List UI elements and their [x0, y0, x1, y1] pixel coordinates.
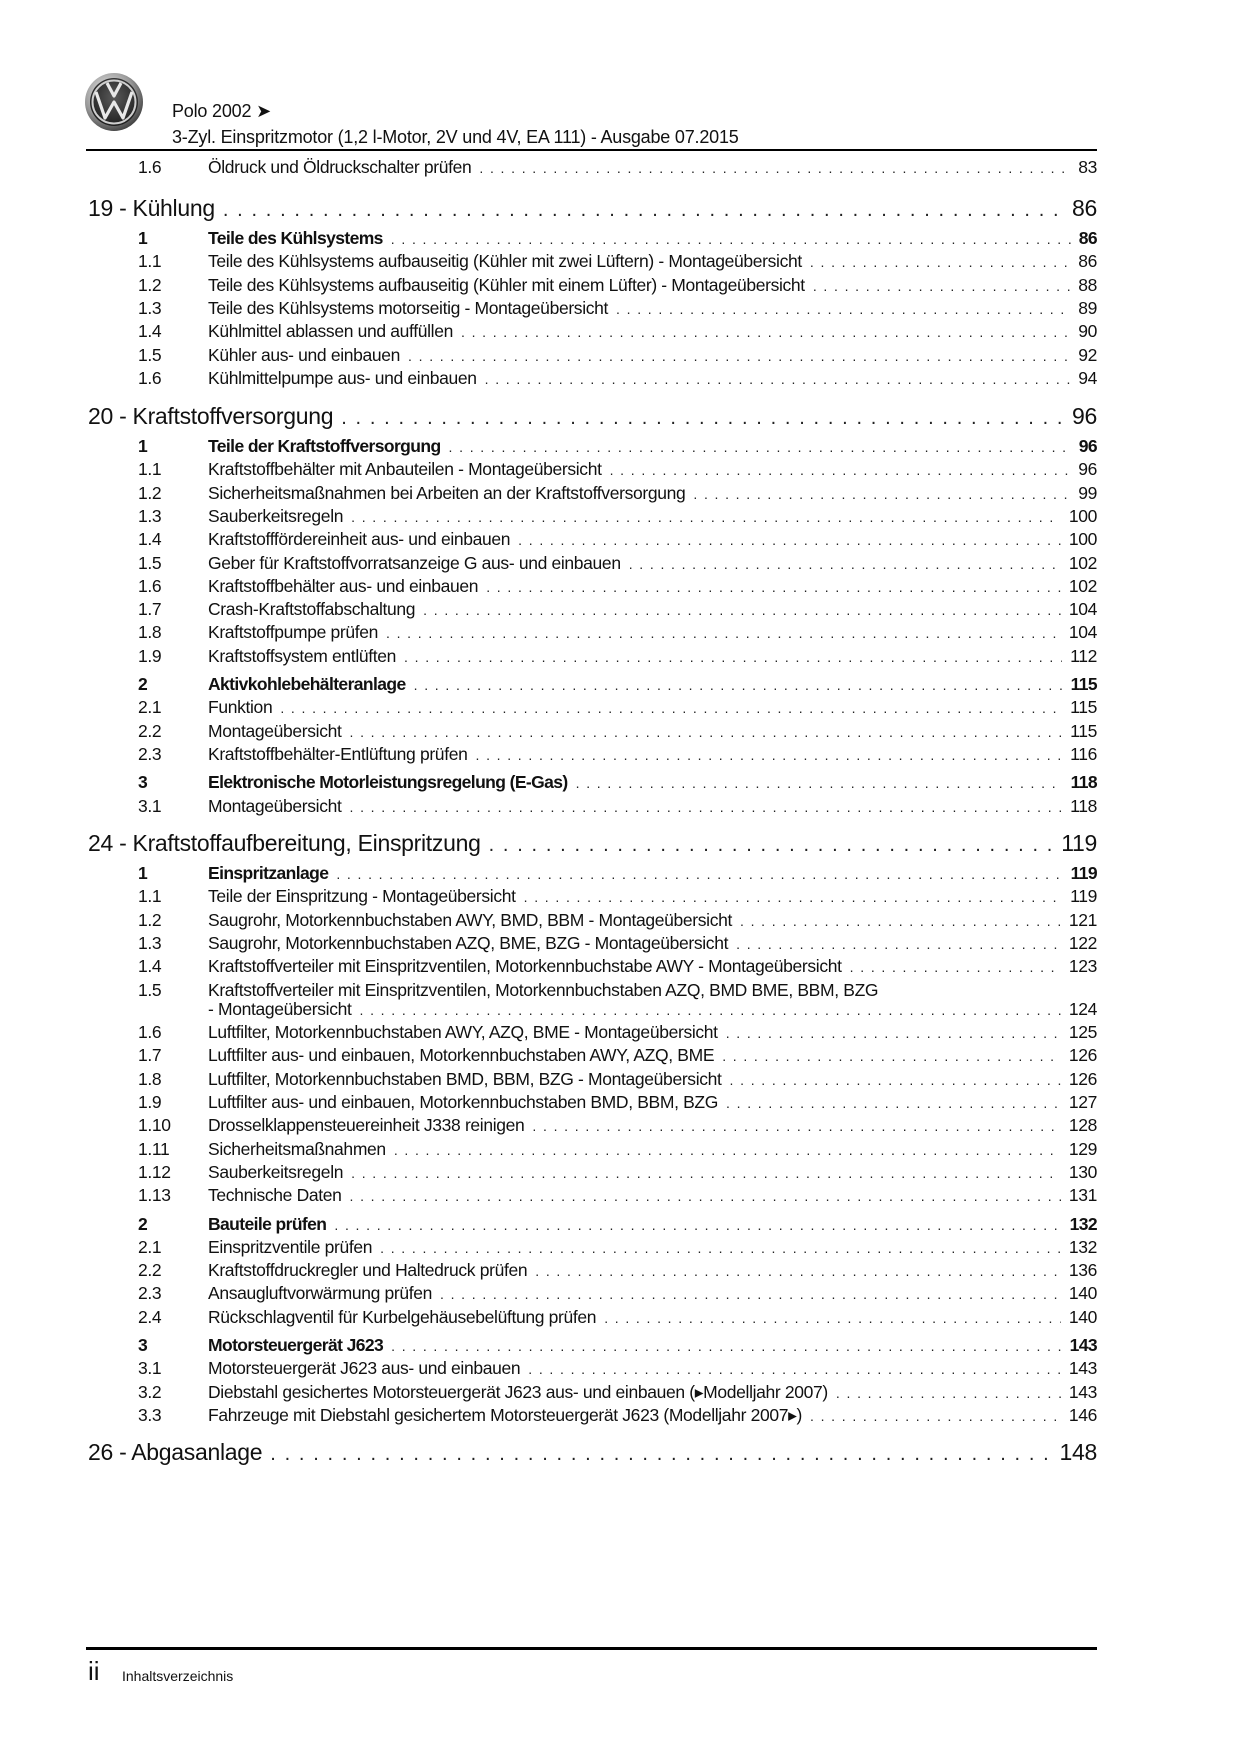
document-subtitle: 3-Zyl. Einspritzmotor (1,2 l-Motor, 2V und 4V, EA 111) - Ausgabe 07.2015	[172, 127, 739, 147]
toc-subsection[interactable]	[138, 1022, 1097, 1044]
page-ref: 92	[1078, 344, 1097, 365]
section-title: Teile des Kühlsystems aufbauseitig (Kühler mit zwei Lüftern) - Montageübersicht	[208, 251, 802, 272]
section-title: Sauberkeitsregeln	[208, 1161, 344, 1182]
page-ref: 132	[1068, 1236, 1097, 1257]
section-title: Kraftstoffbehälter mit Anbauteilen - Montageübersicht	[208, 459, 602, 480]
page-ref: 118	[1070, 772, 1097, 793]
section-number: 1.8	[138, 1068, 162, 1089]
toc-subsection[interactable]	[138, 1069, 1097, 1091]
dot-leader	[423, 602, 1061, 618]
section-title: Technische Daten	[208, 1185, 342, 1206]
section-number: 1.1	[138, 459, 162, 480]
page-ref: 100	[1068, 529, 1097, 550]
section-number: 3.1	[138, 1358, 162, 1379]
page-ref: 94	[1078, 367, 1097, 388]
page-ref: 125	[1068, 1022, 1097, 1043]
chapter-title: 26 - Abgasanlage	[88, 1439, 263, 1465]
dot-leader	[336, 866, 1062, 882]
toc-subsection[interactable]	[138, 1283, 1097, 1305]
dot-leader	[351, 1165, 1061, 1181]
page-ref: 128	[1068, 1115, 1097, 1136]
section-title: Luftfilter aus- und einbauen, Motorkennbuchstaben AWY, AZQ, BME	[208, 1045, 715, 1066]
section-number: 1.5	[138, 979, 162, 1000]
page-ref: 140	[1068, 1306, 1097, 1327]
dot-leader	[524, 889, 1063, 905]
toc-chapter[interactable]	[88, 195, 1097, 225]
dot-leader	[726, 1025, 1061, 1041]
section-number: 2	[138, 674, 148, 694]
page-ref: 96	[1078, 436, 1097, 456]
section-title: Luftfilter, Motorkennbuchstaben BMD, BBM, BZG - Montageübersicht	[208, 1068, 722, 1089]
section-title: Drosselklappensteuereinheit J338 reinigen	[208, 1115, 525, 1136]
section-number: 1.8	[138, 622, 162, 643]
dot-leader	[350, 799, 1063, 815]
section-title: Crash-Kraftstoffabschaltung	[208, 599, 416, 620]
chapter-title: 20 - Kraftstoffversorgung	[88, 403, 334, 429]
toc-section[interactable]	[138, 1214, 1097, 1236]
dot-leader	[850, 959, 1061, 975]
toc-subsection[interactable]	[138, 321, 1097, 343]
page-ref: 96	[1078, 459, 1097, 480]
page-ref: 86	[1078, 228, 1097, 248]
page-ref: 123	[1068, 956, 1097, 977]
toc-subsection[interactable]	[138, 622, 1097, 644]
section-number: 1.6	[138, 1022, 162, 1043]
toc-section[interactable]	[138, 772, 1097, 794]
section-number: 1.4	[138, 529, 162, 550]
section-title-continued: - Montageübersicht	[208, 998, 352, 1019]
toc-subsection[interactable]	[138, 697, 1097, 719]
toc-subsection[interactable]	[138, 721, 1097, 743]
toc-subsection[interactable]	[138, 599, 1097, 621]
section-number: 1.7	[138, 599, 162, 620]
section-title: Teile der Einspritzung - Montageübersicht	[208, 886, 516, 907]
dot-leader	[280, 700, 1062, 716]
dot-leader	[394, 1142, 1061, 1158]
toc-subsection[interactable]	[138, 1092, 1097, 1114]
section-title: Geber für Kraftstoffvorratsanzeige G aus- und einbauen	[208, 552, 621, 573]
toc-subsection[interactable]	[138, 506, 1097, 528]
section-title: Kraftstofffördereinheit aus- und einbauen	[208, 529, 511, 550]
section-title: Teile des Kühlsystems aufbauseitig (Kühler mit einem Lüfter) - Montageübersicht	[208, 274, 805, 295]
dot-leader	[518, 532, 1061, 548]
toc-section[interactable]	[138, 1335, 1097, 1357]
section-number: 1.4	[138, 321, 162, 342]
page-ref: 100	[1068, 505, 1097, 526]
dot-leader	[616, 301, 1070, 317]
dot-leader	[341, 407, 1064, 430]
section-number: 1.6	[138, 367, 162, 388]
page-ref: 130	[1068, 1161, 1097, 1182]
dot-leader	[629, 556, 1061, 572]
toc-subsection[interactable]	[138, 886, 1097, 908]
dot-leader	[726, 1095, 1061, 1111]
dot-leader	[461, 324, 1070, 340]
section-number: 2.4	[138, 1306, 162, 1327]
page-ref: 122	[1068, 932, 1097, 953]
dot-leader	[350, 724, 1063, 740]
section-number: 1.10	[138, 1115, 171, 1136]
dot-leader	[528, 1361, 1061, 1377]
page-ref: 115	[1070, 674, 1097, 694]
page-ref: 83	[1078, 157, 1097, 177]
section-number: 1.2	[138, 274, 162, 295]
vw-logo-icon	[84, 72, 144, 132]
chapter-page: 119	[1061, 830, 1097, 856]
page-ref: 127	[1068, 1092, 1097, 1112]
dot-leader	[334, 1217, 1061, 1233]
dot-leader	[350, 1188, 1061, 1204]
section-title: Kraftstoffbehälter-Entlüftung prüfen	[208, 743, 468, 764]
page-number: ii	[88, 1656, 100, 1686]
chapter-page: 96	[1072, 403, 1097, 429]
dot-leader	[535, 1263, 1061, 1279]
toc-subsection[interactable]	[138, 933, 1097, 955]
page-ref: 88	[1078, 274, 1097, 295]
section-number: 1.1	[138, 886, 162, 907]
page-ref: 119	[1070, 886, 1097, 907]
page-ref: 132	[1069, 1213, 1097, 1234]
section-title: Kühlmittelpumpe aus- und einbauen	[208, 367, 477, 388]
toc-subsection[interactable]	[138, 368, 1097, 390]
page-ref: 126	[1068, 1045, 1097, 1066]
toc-chapter[interactable]	[88, 1439, 1097, 1469]
dot-leader	[404, 649, 1062, 665]
dot-leader	[223, 199, 1064, 222]
section-title: Sicherheitsmaßnahmen	[208, 1138, 386, 1159]
toc-subsection[interactable]	[138, 1382, 1097, 1404]
toc-subsection[interactable]	[138, 796, 1097, 818]
section-number: 3.1	[138, 795, 162, 816]
section-number: 2.1	[138, 1236, 162, 1257]
dot-leader	[730, 1072, 1061, 1088]
dot-leader	[360, 1002, 1061, 1018]
page-ref: 116	[1070, 743, 1097, 764]
section-title: Elektronische Motorleistungsregelung (E-Gas)	[208, 772, 568, 793]
section-number: 1.3	[138, 297, 162, 318]
page-ref: 119	[1070, 863, 1097, 883]
toc-subsection[interactable]	[138, 251, 1097, 273]
page-ref: 112	[1070, 645, 1097, 666]
section-title: Kühlmittel ablassen und auffüllen	[208, 321, 453, 342]
section-number: 1.3	[138, 505, 162, 526]
page-ref: 136	[1068, 1260, 1097, 1281]
section-number: 1.1	[138, 251, 162, 272]
toc-subsection[interactable]	[138, 275, 1097, 297]
section-title: Ansaugluftvorwärmung prüfen	[208, 1283, 433, 1304]
chapter-title: 19 - Kühlung	[88, 195, 215, 221]
section-number: 1.2	[138, 909, 162, 930]
section-number: 1.4	[138, 956, 162, 977]
section-number: 3	[138, 772, 148, 793]
chapter-page: 86	[1072, 195, 1097, 221]
section-title: Sicherheitsmaßnahmen bei Arbeiten an der Kraftstoffversorgung	[208, 482, 686, 503]
dot-leader	[836, 1385, 1061, 1401]
page-ref: 124	[1068, 998, 1097, 1019]
section-title: Motorsteuergerät J623 aus- und einbauen	[208, 1358, 521, 1379]
toc-section[interactable]	[138, 436, 1097, 458]
page-ref: 146	[1068, 1404, 1097, 1425]
toc-subsection[interactable]	[138, 1185, 1097, 1207]
page-ref: 86	[1078, 251, 1097, 272]
toc-section[interactable]	[138, 228, 1097, 250]
toc-subsection[interactable]	[138, 1260, 1097, 1282]
dot-leader	[391, 1338, 1061, 1354]
section-title: Kraftstoffpumpe prüfen	[208, 622, 379, 643]
section-number: 1	[138, 436, 148, 456]
dot-leader	[576, 775, 1063, 791]
dot-leader	[740, 913, 1061, 929]
toc-subsection[interactable]	[138, 576, 1097, 598]
page-ref: 90	[1078, 321, 1097, 342]
toc-subsection-continued[interactable]	[138, 999, 1097, 1021]
section-number: 2.1	[138, 697, 162, 718]
toc-subsection[interactable]	[138, 459, 1097, 481]
page-ref: 118	[1070, 795, 1097, 816]
dot-leader	[391, 231, 1071, 247]
section-title: Teile des Kühlsystems motorseitig - Montageübersicht	[208, 297, 609, 318]
toc-subsection[interactable]	[138, 157, 1097, 179]
document-model: Polo 2002 ➤	[172, 101, 271, 121]
toc-section[interactable]	[138, 674, 1097, 696]
section-number: 1.11	[138, 1138, 170, 1159]
section-number: 1	[138, 863, 148, 883]
section-number: 1.9	[138, 645, 162, 666]
section-title: Kraftstoffverteiler mit Einspritzventilen, Motorkennbuchstabe AWY - Montageübersicht	[208, 956, 842, 977]
page-ref: 140	[1068, 1283, 1097, 1304]
section-number: 1.5	[138, 344, 162, 365]
dot-leader	[380, 1240, 1061, 1256]
chapter-page: 148	[1059, 1439, 1097, 1465]
dot-leader	[449, 439, 1071, 455]
section-title: Diebstahl gesichertes Motorsteuergerät J623 aus- und einbauen (▸Modelljahr 2007)	[208, 1381, 828, 1402]
section-number: 2.3	[138, 743, 162, 764]
dot-leader	[810, 254, 1070, 270]
dot-leader	[486, 579, 1061, 595]
page-ref: 102	[1068, 575, 1097, 596]
toc-chapter[interactable]	[88, 830, 1097, 860]
section-number: 3.3	[138, 1404, 162, 1425]
header-rule	[86, 149, 1097, 151]
page-ref: 89	[1078, 297, 1097, 318]
toc-subsection[interactable]	[138, 1139, 1097, 1161]
section-number: 1.7	[138, 1045, 162, 1066]
toc-subsection[interactable]	[138, 910, 1097, 932]
toc-chapter[interactable]	[88, 403, 1097, 433]
toc-subsection[interactable]	[138, 646, 1097, 668]
page-ref: 99	[1078, 482, 1097, 503]
section-number: 1.5	[138, 552, 162, 573]
section-number: 3.2	[138, 1381, 162, 1402]
section-number: 1	[138, 228, 148, 248]
section-number: 1.6	[138, 157, 162, 177]
toc-subsection[interactable]	[138, 483, 1097, 505]
page-ref: 104	[1068, 599, 1097, 620]
footer-rule	[86, 1647, 1097, 1650]
section-title: Teile des Kühlsystems	[208, 228, 383, 248]
page-ref: 143	[1068, 1381, 1097, 1402]
section-title: Rückschlagventil für Kurbelgehäusebelüftung prüfen	[208, 1306, 597, 1327]
section-number: 3	[138, 1335, 148, 1355]
chapter-title: 24 - Kraftstoffaufbereitung, Einspritzung	[88, 830, 481, 856]
section-title: Saugrohr, Motorkennbuchstaben AWY, BMD, BBM - Montageübersicht	[208, 909, 732, 930]
toc-subsection[interactable]	[138, 1045, 1097, 1067]
section-title: Aktivkohlebehälteranlage	[208, 674, 406, 694]
section-title: Einspritzanlage	[208, 863, 329, 883]
section-title: Montageübersicht	[208, 720, 342, 741]
page-ref: 143	[1068, 1358, 1097, 1379]
toc-section[interactable]	[138, 863, 1097, 885]
section-title: Teile der Kraftstoffversorgung	[208, 436, 441, 456]
section-title: Saugrohr, Motorkennbuchstaben AZQ, BME, BZG - Montageübersicht	[208, 932, 729, 953]
page-ref: 131	[1068, 1185, 1097, 1206]
toc-subsection[interactable]	[138, 744, 1097, 766]
section-title: Luftfilter, Motorkennbuchstaben AWY, AZQ, BME - Montageübersicht	[208, 1022, 718, 1043]
page-ref: 126	[1068, 1068, 1097, 1089]
dot-leader	[270, 1443, 1051, 1466]
page-ref: 121	[1068, 909, 1097, 930]
dot-leader	[604, 1310, 1061, 1326]
section-title: Kraftstoffdruckregler und Haltedruck prüfen	[208, 1260, 528, 1281]
toc-subsection[interactable]	[138, 1307, 1097, 1329]
section-number: 1.3	[138, 932, 162, 953]
section-number: 1.12	[138, 1161, 171, 1182]
section-title: Kühler aus- und einbauen	[208, 344, 401, 365]
dot-leader	[485, 371, 1071, 387]
toc-subsection[interactable]	[138, 1237, 1097, 1259]
toc-subsection[interactable]	[138, 1115, 1097, 1137]
dot-leader	[813, 278, 1070, 294]
section-number: 1.2	[138, 482, 162, 503]
toc-subsection[interactable]	[138, 1162, 1097, 1184]
section-title: Kraftstoffverteiler mit Einspritzventilen, Motorkennbuchstaben AZQ, BMD BME, BBM, BZG	[208, 979, 879, 1000]
toc-subsection[interactable]	[138, 553, 1097, 575]
toc-subsection[interactable]	[138, 1358, 1097, 1380]
page-ref: 104	[1068, 622, 1097, 643]
toc-subsection[interactable]	[138, 529, 1097, 551]
section-number: 2	[138, 1213, 148, 1234]
dot-leader	[532, 1118, 1060, 1134]
section-number: 1.6	[138, 575, 162, 596]
dot-leader	[351, 509, 1061, 525]
section-title: Fahrzeuge mit Diebstahl gesichertem Motorsteuergerät J623 (Modelljahr 2007▸)	[208, 1404, 803, 1425]
section-number: 2.2	[138, 1260, 162, 1281]
dot-leader	[610, 462, 1071, 478]
footer-label: Inhaltsverzeichnis	[122, 1668, 234, 1684]
toc-subsection[interactable]	[138, 298, 1097, 320]
dot-leader	[722, 1048, 1061, 1064]
section-number: 2.3	[138, 1283, 162, 1304]
section-number: 1.13	[138, 1185, 171, 1206]
page-ref: 115	[1070, 697, 1097, 718]
toc-subsection[interactable]	[138, 345, 1097, 367]
page-ref: 102	[1068, 552, 1097, 573]
dot-leader	[475, 747, 1062, 763]
dot-leader	[693, 486, 1070, 502]
dot-leader	[489, 834, 1054, 857]
section-number: 2.2	[138, 720, 162, 741]
dot-leader	[736, 936, 1061, 952]
section-title: Kraftstoffsystem entlüften	[208, 645, 397, 666]
section-title: Luftfilter aus- und einbauen, Motorkennbuchstaben BMD, BBM, BZG	[208, 1092, 719, 1112]
section-title: Motorsteuergerät J623	[208, 1335, 384, 1355]
dot-leader	[810, 1408, 1061, 1424]
page-ref: 143	[1069, 1335, 1097, 1355]
dot-leader	[408, 348, 1070, 364]
section-title: Öldruck und Öldruckschalter prüfen	[208, 157, 472, 177]
section-title: Bauteile prüfen	[208, 1213, 327, 1234]
section-title: Sauberkeitsregeln	[208, 505, 344, 526]
section-title: Montageübersicht	[208, 795, 342, 816]
section-number: 1.9	[138, 1092, 162, 1112]
toc-subsection[interactable]	[138, 1405, 1097, 1427]
page-ref: 129	[1068, 1138, 1097, 1159]
section-title: Einspritzventile prüfen	[208, 1236, 373, 1257]
section-title: Funktion	[208, 697, 273, 718]
toc-subsection[interactable]	[138, 956, 1097, 978]
page-ref: 115	[1070, 720, 1097, 741]
dot-leader	[479, 160, 1070, 176]
dot-leader	[386, 625, 1061, 641]
section-title: Kraftstoffbehälter aus- und einbauen	[208, 575, 479, 596]
dot-leader	[440, 1286, 1061, 1302]
dot-leader	[414, 677, 1063, 693]
